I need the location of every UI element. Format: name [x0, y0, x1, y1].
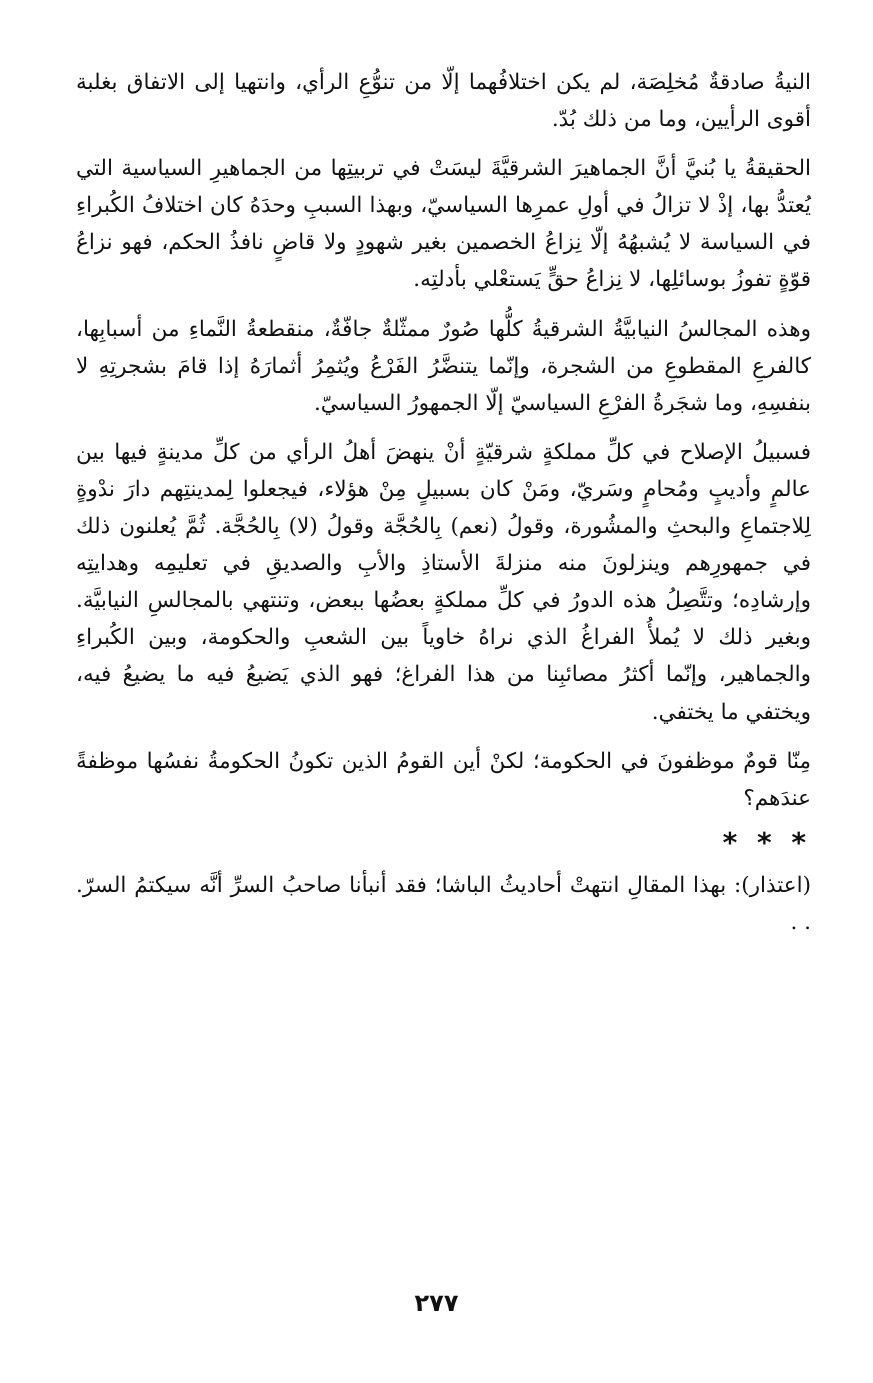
paragraph-4: فسبيلُ الإصلاح في كلِّ مملكةٍ شرقيّةٍ أنْ ينهضَ أهلُ الرأي من كلِّ مدينةٍ فيها بين عالمٍ وأديبٍ ومُحامٍ وسَريّ، ومَنْ كان بسبيلٍ مِنْ هؤلاء، فيجعلوا لِمدينتِهم دارَ ندْوةٍ لِلاجتماعِ والبحثِ والمشُورة، وقولُ (نعم) بِالحُجَّة وقولُ (لا) بِالحُجَّة. ثُمَّ يُعلنون ذلك في جمهورِهم وينزلونَ منه منزلةَ الأستاذِ والأبِ والصديقِ في تعليمِه وهدايتِه وإرشادِه؛ وتتَّصِلُ هذه الدورُ في كلِّ مملكةٍ بعضُها ببعض، وتنتهي بالمجالسِ النيابيَّة. وبغير ذلك لا يُملأُ الفراغُ الذي نراهُ خاوياً بين الشعبِ والحكومة، وبين الكُبراءِ والجماهير، وإنّما أكثرُ مصائبِنا من هذا الفراغ؛ فهو الذي يَضيعُ فيه ما يضيعُ فيه، ويختفي ما يختفي.: [76, 439, 811, 725]
paragraph-1: النيةُ صادقةٌ مُخلِصَة، لم يكن اختلافُهما إلّا من تنوُّعِ الرأي، وانتهيا إلى الاتفاق بغلبة أقوى الرأيين، وما من ذلك بُدّ.: [76, 70, 811, 133]
paragraph-2: الحقيقةُ يا بُنيَّ أنَّ الجماهيرَ الشرقيَّةَ ليسَتْ في تربيتِها من الجماهيرِ السياسية التي يُعتدُّ بها، إذْ لا تزالُ في أولِ عمرِها السياسيّ، وبهذا السببِ وحدَهُ كان اختلافُ الكُبراءِ في السياسة لا يُشبهُهُ إلّا نِزاعُ الخصمين بغير شهودٍ ولا قاضٍ نافذُ الحكم، فهو نزاعُ قوّةٍ تفوزُ بوسائلِها، لا نِزاعُ حقٍّ يَستعْلي بأدلتِه.: [76, 156, 811, 293]
section-separator: * * *: [722, 825, 811, 859]
paragraph-5: مِنّا قومٌ موظفونَ في الحكومة؛ لكنْ أين القومُ الذين تكونُ الحكومةُ نفسُها موظفةً عندَهم؟: [76, 748, 811, 811]
page-number: ٢٧٧: [414, 1289, 459, 1317]
page-body: [76, 64, 811, 953]
paragraph-3: وهذه المجالسُ النيابيَّةُ الشرقيةُ كلُّها صُورٌ ممثّلةٌ جافّةٌ، منقطعةُ النَّماءِ من أسبابِها، كالفرعِ المقطوعِ من الشجرة، وإنّما يتنضَّرُ الفَرْعُ ويُثمِرُ أثمارَهُ إذا قامَ بشجرتِهِ لا بنفسِهِ، وما شجَرةُ الفرْعِ السياسيّ إلّا الجمهورُ السياسيّ.: [76, 316, 811, 416]
apology-note: (اعتذار): بهذا المقالِ انتهتْ أحاديثُ الباشا؛ فقد أنبأنا صاحبُ السرِّ أنَّه سيكتمُ السرّ. . .: [76, 872, 811, 935]
